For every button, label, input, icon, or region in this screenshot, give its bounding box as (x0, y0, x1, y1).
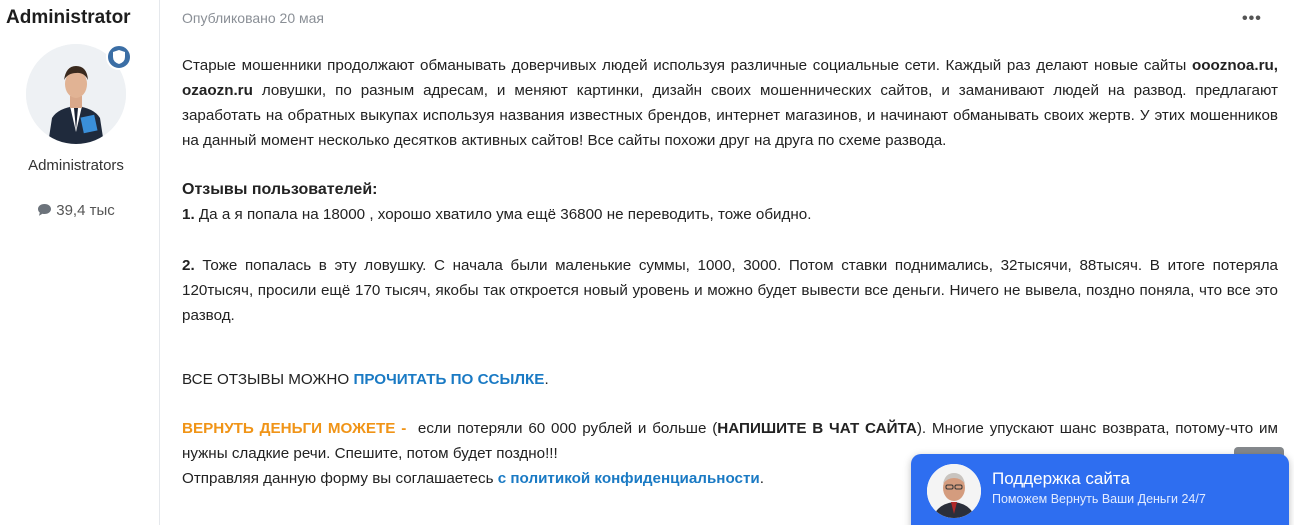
author-post-count (0, 202, 152, 219)
refund-text-a: если потеряли 60 000 рублей и больше ( (406, 420, 718, 437)
all-reviews-text: ВСЕ ОТЗЫВЫ МОЖНО (182, 371, 354, 388)
shield-icon (106, 44, 132, 70)
support-chat-widget[interactable] (911, 454, 1289, 525)
privacy-policy-link[interactable]: с политикой конфиденциальности (497, 470, 760, 487)
all-reviews-dot: . (544, 371, 549, 388)
author-group: Administrators (28, 157, 124, 174)
review-1-number: 1. (182, 206, 195, 223)
all-reviews-line (182, 367, 1278, 392)
post-content (182, 53, 1278, 491)
post-date[interactable]: Опубликовано 20 мая (182, 10, 325, 26)
review-2 (182, 253, 1278, 328)
policy-text: Отправляя данную форму вы соглашаетесь (182, 470, 498, 487)
intro-text-a: Старые мошенники продолжают обманывать доверчивых людей используя различные социальные сети. Каждый раз делают новые сайты (182, 57, 1192, 74)
refund-highlight: ВЕРНУТЬ ДЕНЬГИ МОЖЕТЕ - (182, 420, 407, 437)
refund-text-b: ). Многие упускают шанс возврата, потому-что им нужны сладкие речи. Спешите, потом будет поздно!!! (182, 420, 1278, 462)
refund-chat-cta: НАПИШИТЕ В ЧАТ САЙТА (717, 420, 917, 437)
reviews-heading: Отзывы пользователей: (182, 181, 378, 198)
review-1-text: Да а я попала на 18000 , хорошо хватило ума ещё 36800 не переводить, тоже обидно. (194, 206, 812, 223)
all-reviews-link[interactable]: ПРОЧИТАТЬ ПО ССЫЛКЕ (353, 371, 545, 388)
chat-subtitle: Поможем Вернуть Ваши Деньги 24/7 (992, 492, 1206, 506)
review-2-text: Тоже попалась в эту ловушку. С начала были маленькие суммы, 1000, 3000. Потом ставки поднимались, 32тысячи, 88тысяч. В итоге потеряла 120тысяч, просили ещё 170 тысяч, якобы так откроется новый уровень и можно будет вывести все деньги. Ничего не вывела, поздно поняла, что все это развод. (182, 257, 1278, 324)
author-name[interactable]: Administrator (6, 7, 131, 28)
more-options-icon[interactable]: ••• (1242, 10, 1262, 27)
review-1 (182, 202, 1278, 227)
comment-icon (37, 203, 52, 217)
chat-title: Поддержка сайта (992, 469, 1130, 488)
author-column (0, 0, 160, 525)
intro-text-b: ловушки, по разным адресам, и меняют картинки, дизайн своих мошеннических сайтов, и заманивают людей на развод. предлагают заработать на обратных выкупах используя названия известных брендов, интернет магазинов, и начинают обманывать своих жертв. У этих мошенников на данный момент несколько десятков активных сайтов! Все сайты похожи друг на друга по схеме развода. (182, 82, 1278, 149)
post-count-value: 39,4 тыс (56, 202, 115, 219)
review-2-number: 2. (182, 257, 195, 274)
support-agent-avatar (927, 464, 981, 518)
scam-sites: oooznoa.ru, ozaozn.ru (182, 57, 1278, 99)
post-intro-paragraph (182, 53, 1278, 153)
author-avatar-wrap[interactable] (26, 44, 126, 144)
policy-dot: . (759, 470, 764, 487)
